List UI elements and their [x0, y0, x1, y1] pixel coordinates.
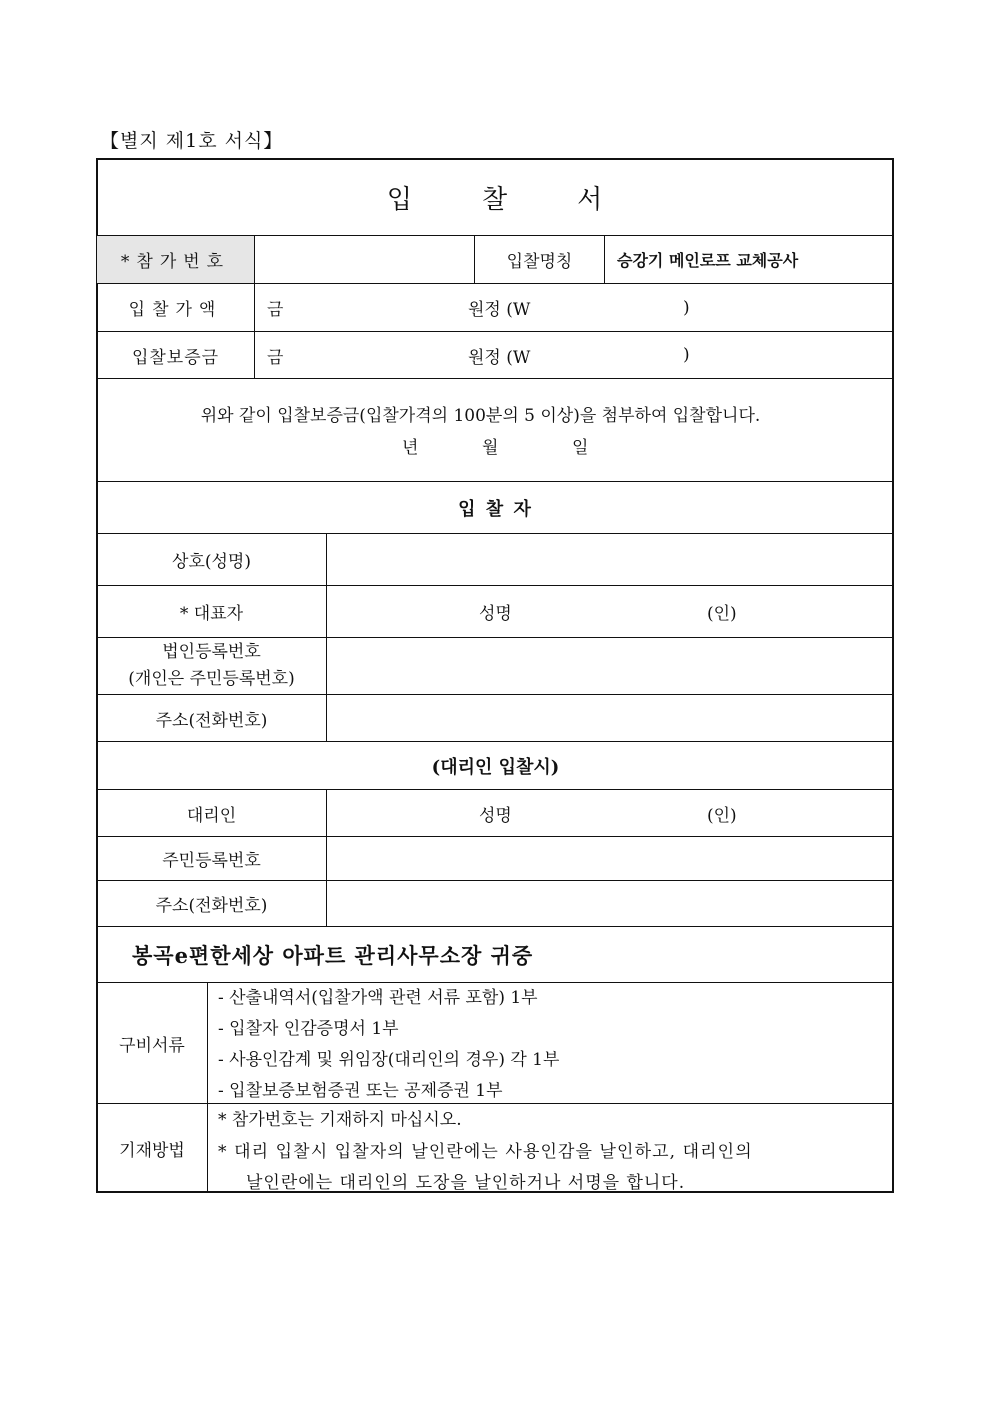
instruction-line: 날인란에는 대리인의 도장을 날인하거나 서명을 합니다. [246, 1173, 686, 1193]
agent-seal-label: (인) [707, 805, 737, 826]
bid-statement: 위와 같이 입찰보증금(입찰가격의 100분의 5 이상)을 첨부하여 입찰합니다. [200, 405, 761, 426]
bid-deposit-prefix: 금 [267, 347, 284, 368]
bid-deposit-field[interactable] [255, 332, 894, 378]
instructions-label: 기재방법 [119, 1140, 185, 1161]
date-day: 일 [572, 437, 589, 458]
agent-address-field[interactable] [327, 881, 894, 926]
bid-name-value: 승강기 메인로프 교체공사 [617, 251, 799, 270]
representative-field[interactable] [327, 586, 894, 637]
corp-registration-label: 법인등록번호 (개인은 주민등록번호) [128, 642, 295, 689]
participant-number-field[interactable] [255, 236, 474, 283]
agent-name-label: 성명 [479, 805, 512, 826]
date-year: 년 [402, 437, 419, 458]
agent-resident-number-label: 주민등록번호 [162, 851, 261, 871]
participant-number-label: *참가번호 [120, 252, 231, 272]
corp-registration-field[interactable] [327, 638, 894, 694]
form-title: 입 찰 서 [386, 185, 605, 215]
document-item: - 산출내역서(입찰가액 관련 서류 포함) 1부 [218, 988, 538, 1008]
representative-label: * 대표자 [179, 604, 244, 624]
bid-amount-prefix: 금 [267, 300, 284, 320]
bidder-address-field[interactable] [327, 695, 894, 741]
bid-amount-label: 입찰가액 [128, 300, 223, 320]
recipient-line: 봉곡e편한세상 아파트 관리사무소장 귀중 [132, 942, 534, 968]
bid-deposit-close: ) [683, 345, 690, 365]
bidder-address-label: 주소(전화번호) [155, 710, 268, 731]
bid-deposit-suffix: 원정 (W [468, 347, 531, 368]
agent-heading: (대리인 입찰시) [431, 756, 560, 778]
document-item: - 입찰보증보험증권 또는 공제증권 1부 [218, 1081, 503, 1101]
agent-resident-number-field[interactable] [327, 837, 894, 880]
company-name-label: 상호(성명) [172, 552, 251, 572]
document-item: - 사용인감계 및 위임장(대리인의 경우) 각 1부 [218, 1050, 560, 1070]
bid-amount-suffix: 원정 (W [468, 300, 531, 320]
instruction-line: * 대리 입찰시 입찰자의 날인란에는 사용인감을 날인하고, 대리인의 [218, 1142, 753, 1162]
bid-date [97, 430, 894, 460]
representative-seal-label: (인) [707, 604, 737, 624]
bid-deposit-label: 입찰보증금 [131, 347, 220, 368]
agent-label: 대리인 [186, 805, 237, 826]
required-documents-label: 구비서류 [119, 1035, 185, 1056]
form-number-label: 【별지 제1호 서식】 [100, 130, 284, 152]
bid-amount-field[interactable] [255, 284, 894, 331]
bid-name-label: 입찰명칭 [506, 252, 573, 272]
representative-name-label: 성명 [479, 604, 512, 624]
agent-address-label: 주소(전화번호) [155, 896, 268, 916]
bidder-heading: 입 찰 자 [458, 498, 533, 520]
agent-field[interactable] [327, 790, 894, 836]
company-name-field[interactable] [327, 534, 894, 585]
instruction-line: * 참가번호는 기재하지 마십시오. [218, 1110, 462, 1130]
date-month: 월 [482, 437, 499, 458]
document-item: - 입찰자 인감증명서 1부 [218, 1019, 399, 1039]
bid-amount-close: ) [683, 297, 690, 318]
